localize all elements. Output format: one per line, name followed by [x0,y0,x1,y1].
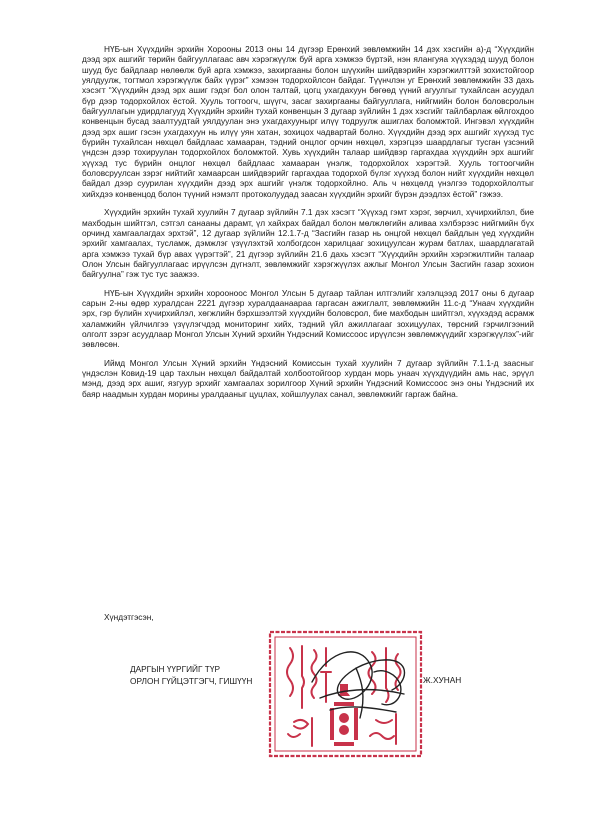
paragraph-4: Иймд Монгол Улсын Хүний эрхийн Үндэсний Комиссын тухай хуулийн 7 дугаар зүйлийн 7.1.1-д заасныг үндэслэн Ковид-19 цар тахлын нөхцөл байдалтай холбоотойгоор хурдан морь унаач хүүхдүүдийн амь нас, эрүүл мэнд, дээд эрх ашиг, язгуур эрхийг хамгаалах зорилгоор Хүний эрхийн Үндэсний Комиссоос энэ оны Үндэсний их баяр наадмын хурдан морины уралдааныг цуцлах, хойшлуулах санал, зөвлөмжийг гаргаж байна. [82,357,534,399]
paragraph-3: НҮБ-ын Хүүхдийн эрхийн хорооноос Монгол Улсын 5 дугаар тайлан илтгэлийг хэлэлцээд 2017 оны 6 дугаар сарын 2-ны өдөр хуралдсан 2221 дүгээр хуралдаанаараа гаргасан ажиглалт, зөвлөмжийн 11.с-д “Унаач хүүхдийн эрх, гэр бүлийн хүчирхийлэл, хөгжлийн бэрхшээлтэй хүүхдийн боловсрол, бие махбодын шийтгэл, хүүхэдэд асрамж халамжийн үйлчилгээ үзүүлэгчдэд мониторинг хийх, тэдний үйл ажиллагааг зохицуулах, төрсний гэрчилгээний олголт зэрэг асуудлаар Монгол Улсын Хүний эрхийн Үндэсний Комиссоос ирүүлсэн зөвлөмжүүдийг хэрэгжүүлэх”-ийг зөвлөсөн. [82,287,534,350]
letter-body [82,44,534,407]
paragraph-2: Хүүхдийн эрхийн тухай хуулийн 7 дугаар зүйлийн 7.1 дэх хэсэгт “Хүүхэд гэмт хэрэг, зөрчил, хүчирхийлэл, бие махбодын шийтгэл, сэтгэл санааны дарамт, үл хайхрах байдал болон мөлжлөгийн аливаа хэлбэрээс нийгмийн бүх орчинд хамгаалагдах эрхтэй”, 12 дугаар зүйлийн 12.1.7-д “Засгийн газар нь онцгой нөхцөл байдлын үед хүүхдийн эрхийг хамгаалах, тусламж, дэмжлэг үзүүлэхтэй холбогдсон харилцааг зохицуулсан журам батлах, шаардлагатай арга хэмжээ тухай бүр авах үүрэгтэй”, 21 дүгээр зүйлийн 21.6 дахь хэсэгт “Хүүхдийн эрхийн хэрэгжилтийн талаар Олон Улсын байгууллагаас ирүүлсэн дүгнэлт, зөвлөмжийг хэрэгжүүлэх ажлыг Монгол Улсын Засгийн газар зохион байгуулна” гэж тус тус заажээ. [82,207,534,280]
handwritten-signature-icon [300,638,418,728]
closing-salutation: Хүндэтгэсэн, [104,612,154,622]
signer-title-line-2: ОРЛОН ГҮЙЦЭТГЭГЧ, ГИШҮҮН [130,675,253,686]
paragraph-1: НҮБ-ын Хүүхдийн эрхийн Хорооны 2013 оны 14 дүгээр Ерөнхий зөвлөмжийн 14 дэх хэсгийн а)-д “Хүүхдийн дээд эрх ашгийг төрийн байгууллагаас авч хэрэгжүүлж буй арга хэмжээ бүртэй, нэн ялангуяа хүүхэдэд шууд болон шууд бус байдлаар нөлөөлж буй арга хэмжээ, захиргааны болон шүүхийн шийдвэрийн хэрэгжилттэй зохистойгоор уялдуулж, тогтмол хэрэгжүүлж байх үүрэг” хэмээн тодорхойлсон байдаг. Түүнчлэн уг Ерөнхий зөвлөмжийн 33 дахь хэсэгт “Хүүхдийн дээд эрх ашиг гэдэг бол олон талтай, цогц ухагдахуун бөгөөд үүний агуулгыг тухайлсан асуудал бүр дээр тодорхойлох ёстой. Хууль тогтоогч, шүүгч, засаг захиргааны байгууллага, нийгмийн болон боловсролын байгууллагын удирдлагууд Хүүхдийн эрхийн тухай конвенцын 3 дугаар зүйлийн 1 дэх хэсгийг тайлбарлаж өйлгохдоо конвенцын бусад заалтуудтай уялдуулан энэ ухагдахуунырг илүү тодруулж ашиглах боломжтой. Ингэвэл хүүхдийн дээд эрх ашиг гэсэн ухагдахуун нь илүү уян хатан, зохицох чадвартай болно. Хүүхдийн дээд эрх ашгийг хүүхэд тус бүрийн тухайлсан нөхцөл байдлаас хамааран, тэдний онцлог орчин нөхцөл, хэрэгцээ шаардлагыг тусган үзсэний үндсэн дээр тохируулан тодорхойлох боломжтой. Хувь хүүхдийн талаар шийдвэр гаргахдаа хүүхдийн эрх ашгийг хүүхэд тус бүрийн онцлог нөхцөл байдлаас хамааран үнэлж, тодорхойлох хэрэгтэй. Хууль тогтоогчийн боловсруулсан зэрэг нийтийг хамаарсан шийдвэрийг гаргахдаа тодорхой бүлэг хүүхэд болон нийт хүүхдийн нөхцөл байдал дээр суурилан хүүхдийн дээд эрх ашгийг үнэлж тодорхойлно. Аль ч нөхцөлд үнэлгээ тодорхойлолтыг хийхдээ конвенцод болон түүний нэмэлт протоколуудад заасан хүүхдийн эрхийг бүрэн дээдлэх ёстой” гэжээ. [82,44,534,199]
signer-title-line-1: ДАРГЫН ҮҮРГИЙГ ТҮР [130,664,221,674]
signer-name: Ж.ХУНАН [423,675,462,685]
signer-title [130,664,252,687]
